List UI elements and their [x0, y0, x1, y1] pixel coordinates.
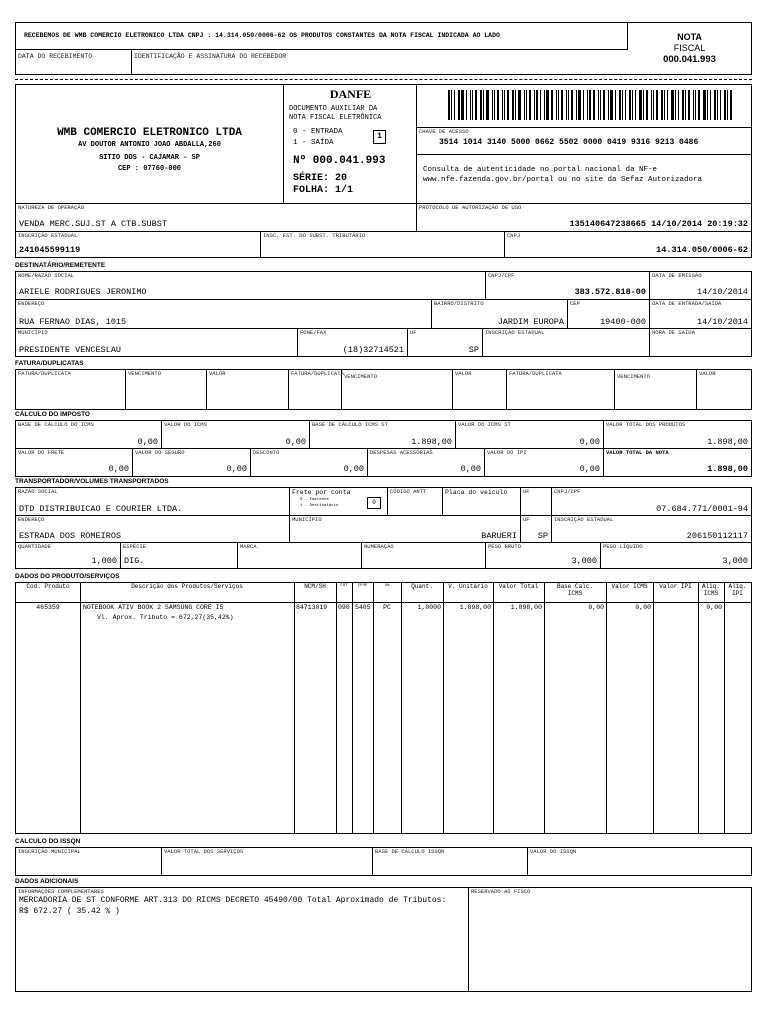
recipient-name-label: NOME/RAZÃO SOCIAL	[18, 272, 75, 279]
col-qty: Quant.	[411, 583, 433, 590]
carrier-cnpj-label: CNPJ/CPF	[554, 488, 581, 495]
icms-st-value: 0,00	[579, 437, 600, 447]
danfe-entrada: 0 - ENTRADA	[293, 128, 343, 136]
services-total-label: VALOR TOTAL DOS SERVIÇOS	[164, 848, 244, 855]
net-weight-label: PESO LÍQUIDO	[603, 543, 643, 550]
col-aliq-ipi: Aliq. IPI	[728, 583, 747, 597]
emission-date-label: DATA DE EMISSÃO	[652, 272, 702, 279]
billing-label-1: FATURA/DUPLICATA	[18, 370, 71, 377]
products-total: 1.898,00	[707, 437, 748, 447]
volume-qty: 1,000	[91, 556, 117, 566]
item-cst: 090	[338, 604, 350, 611]
billing-label-8: VENCIMENTO	[617, 373, 651, 380]
billing-label-7: FATURA/DUPLICATA	[509, 370, 562, 377]
issqn-box	[15, 847, 752, 876]
recipient-uf: SP	[468, 345, 479, 355]
issqn-section-title: CALCULO DO ISSQN	[15, 838, 81, 845]
freight-value-label: VALOR DO FRETE	[18, 449, 65, 456]
col-un: UN	[384, 584, 390, 588]
billing-label-4: FATURA/DUPLICATA	[291, 370, 344, 377]
recipient-uf-label: UF	[410, 329, 417, 336]
products-table	[15, 582, 752, 834]
exit-date-label: DATA DE ENTRADA/SAÍDA	[652, 300, 722, 307]
carrier-ie: 206150112117	[686, 531, 748, 541]
danfe-subtitle2: NOTA FISCAL ELETRÔNICA	[289, 114, 382, 122]
stub-nota-label: NOTA	[677, 32, 702, 42]
emitter-cep: CEP : 07760-000	[117, 165, 181, 173]
carrier-cnpj: 07.684.771/0001-94	[656, 504, 748, 514]
recipient-section-title: DESTINATÁRIO/REMETENTE	[15, 262, 106, 269]
phone-label: FONE/FAX	[300, 329, 327, 336]
item-description: NOTEBOOK ATIV BOOK 2 SAMSUNG CORE I5	[83, 604, 224, 611]
recipient-address-label: ENDEREÇO	[18, 300, 45, 307]
carrier-box	[15, 487, 752, 569]
iest-label: INSC. EST. DO SUBST. TRIBUTÁRIO	[263, 232, 366, 239]
col-code: Cod. Produto	[26, 583, 70, 590]
access-key: 3514 1014 3140 5000 0662 5502 0000 0419 9316 9213 0486	[439, 138, 699, 147]
complementary-info: MERCADORIA DE ST CONFORME ART.313 DO RICMS DECRETO 45490/00 Total Aproximado de Tributos: R$ 672.27 ( 35.42 % )	[19, 896, 447, 916]
billing-label-2: VENCIMENTO	[128, 370, 162, 377]
district: JARDIM EUROPA	[497, 317, 564, 327]
item-cfop: 5405	[355, 604, 371, 611]
tax-box	[15, 420, 752, 477]
discount-value: 0,00	[343, 464, 364, 474]
icms-st-value-label: VALOR DO ICMS ST	[458, 421, 511, 428]
freight-label: Frete por conta	[292, 489, 351, 496]
net-weight: 3,000	[722, 556, 748, 566]
carrier-address-label: ENDEREÇO	[18, 516, 45, 523]
col-cst: CST	[340, 584, 348, 588]
billing-label-5: VENCIMENTO	[344, 373, 378, 380]
item-tax-approx: Vl. Aprox. Tributo = 672,27(35,42%)	[97, 614, 234, 621]
danfe-saida: 1 - SAÍDA	[293, 139, 334, 147]
operation-row	[15, 204, 752, 232]
col-aliq-icms: Aliq. ICMS	[701, 583, 720, 597]
protocol-label: PROTOCOLO DE AUTORIZAÇÃO DE USO	[419, 204, 522, 211]
cnpj-value: 14.314.050/0006-62	[656, 245, 748, 255]
freight-value: 0,00	[108, 464, 129, 474]
emission-date: 14/10/2014	[696, 287, 748, 297]
ie-row	[15, 231, 752, 258]
issqn-base-label: BASE DE CÁLCULO ISSQN	[375, 848, 445, 855]
billing-box	[15, 369, 752, 410]
cnpj-label: CNPJ	[507, 232, 521, 239]
gross-weight-label: PESO BRUTO	[488, 543, 522, 550]
insurance-value: 0,00	[226, 464, 247, 474]
ie-value: 241045599119	[19, 245, 81, 255]
receipt-sign-label: IDENTIFICAÇÃO E ASSINATURA DO RECEBEDOR	[134, 53, 287, 60]
col-ipi: Valor IPI	[659, 583, 692, 590]
carrier-section-title: TRANSPORTADOR/VOLUMES TRANSPORTADOS	[15, 478, 169, 485]
danfe-title: DANFE	[329, 87, 372, 101]
plate-label: Placa do veículo	[445, 489, 508, 496]
note-total: 1.898,00	[707, 464, 748, 474]
carrier-address: ESTRADA DOS ROMEIROS	[19, 531, 122, 541]
access-key-label: CHAVE DE ACESSO	[419, 128, 469, 135]
tax-section-title: CÁLCULO DO IMPOSTO	[15, 411, 90, 418]
danfe-folha: FOLHA: 1/1	[293, 185, 354, 196]
consult-text: Consulta de autenticidade no portal nacional da NF-e www.nfe.fazenda.gov.br/portal ou no site da Sefaz Autorizadora	[423, 166, 703, 184]
col-base: Base Calc. ICMS	[556, 583, 593, 597]
expenses-label: DESPESAS ACESSÓRIAS	[370, 449, 433, 456]
item-code: 465359	[36, 604, 60, 611]
emitter-city: SITIO DOS - CAJAMAR - SP	[99, 154, 200, 162]
freight-value-box: 0	[367, 497, 381, 509]
billing-label-6: VALOR	[455, 370, 472, 377]
gross-weight: 3,000	[571, 556, 597, 566]
danfe-type-box: 1	[373, 130, 386, 144]
stub-fiscal-label: FISCAL	[673, 43, 706, 53]
district-label: BAIRRO/DISTRITO	[434, 300, 484, 307]
col-unit: V. Unitário	[448, 583, 488, 590]
recipient-cep-label: CEP	[570, 300, 580, 307]
emitter-name: WMB COMERCIO ELETRONICO LTDA	[57, 127, 242, 139]
recipient-box	[15, 271, 752, 357]
carrier-uf-label: UF	[523, 516, 530, 523]
protocol-value: 135140647238665 14/10/2014 20:19:32	[569, 219, 748, 229]
icms-base-label: BASE DE CÁLCULO DO ICMS	[18, 421, 94, 428]
carrier-city: BARUERI	[481, 531, 517, 541]
freight-option-0: 0 - Emitente	[300, 498, 329, 502]
recipient-doc: 383.572.818-00	[574, 287, 646, 297]
recipient-city: PRESIDENTE VENCESLAU	[19, 345, 122, 355]
recipient-doc-label: CNPJ/CPF	[488, 272, 515, 279]
item-ncm: 84713019	[296, 604, 328, 611]
icms-value-label: VALOR DO ICMS	[164, 421, 207, 428]
item-base-icms: 0,00	[588, 604, 604, 611]
carrier-city-label: MUNICÍPIO	[292, 516, 322, 523]
barcode-image	[448, 90, 738, 120]
col-cfop: CFOP	[357, 584, 368, 588]
antt-label: CÓDIGO ANTT	[390, 488, 427, 495]
ipi-value-label: VALOR DO IPI	[487, 449, 527, 456]
carrier-ie-label: INSCRIÇÃO ESTADUAL	[554, 516, 614, 523]
recipient-name: ARIELE RODRIGUES JERONIMO	[19, 287, 147, 297]
products-section-title: DADOS DO PRODUTO/SERVIÇOS	[15, 573, 120, 580]
ie-label: INSCRIÇÃO ESTADUAL	[18, 232, 78, 239]
item-unit-value: 1.898,00	[459, 604, 491, 611]
danfe-header	[15, 84, 752, 204]
carrier-uf: SP	[537, 531, 548, 541]
exit-date: 14/10/2014	[696, 317, 748, 327]
icms-value: 0,00	[285, 437, 306, 447]
issqn-value-label: VALOR DO ISSQN	[530, 848, 577, 855]
stub-nota-number: 000.041.993	[663, 54, 716, 65]
col-ncm: NCM/SH	[304, 583, 326, 590]
plate-uf-label: UF	[523, 488, 530, 495]
billing-section-title: FATURA/DUPLICATAS	[15, 360, 84, 367]
table-row	[16, 604, 751, 626]
recipient-address: RUA FERNAO DIAS, 1015	[19, 317, 127, 327]
brand-label: MARCA	[240, 543, 257, 550]
item-icms: 0,00	[635, 604, 651, 611]
item-qty: 1,0000	[417, 604, 441, 611]
volume-qty-label: QUANTIDADE	[18, 543, 52, 550]
recipient-city-label: MUNICÍPIO	[18, 329, 48, 336]
municipal-reg-label: INSCRIÇÃO MUNICIPAL	[18, 848, 81, 855]
billing-label-3: VALOR	[209, 370, 226, 377]
additional-section-title: DADOS ADICIONAIS	[15, 878, 79, 885]
danfe-serie: SÉRIE: 20	[293, 173, 348, 184]
danfe-subtitle1: DOCUMENTO AUXILIAR DA	[289, 105, 378, 113]
item-un: PC	[383, 604, 391, 611]
numbering-label: NUMERAÇÃO	[364, 543, 394, 550]
fisco-label: RESERVADO AO FISCO	[471, 888, 531, 895]
exit-time-label: HORA DE SAÍDA	[652, 329, 695, 336]
expenses-value: 0,00	[460, 464, 481, 474]
col-total: Valor Total	[498, 583, 539, 590]
col-description: Descrição dos Produtos/Serviços	[131, 583, 243, 590]
insurance-label: VALOR DO SEGURO	[135, 449, 185, 456]
billing-label-9: VALOR	[699, 370, 716, 377]
icms-st-base-label: BASE DE CÁLCULO ICMS ST	[312, 421, 388, 428]
nature-label: NATUREZA DE OPERAÇÃO	[18, 204, 85, 211]
receipt-stub	[15, 22, 752, 75]
emitter-address: AV DOUTOR ANTONIO JOAO ABDALLA,260	[78, 141, 221, 149]
icms-st-base: 1.898,00	[411, 437, 452, 447]
item-aliq-icms: 0,00	[706, 604, 722, 611]
receipt-header: RECEBEMOS DE WMB COMERCIO ELETRONICO LTDA CNPJ : 14.314.050/0006-62 OS PRODUTOS CONSTANTES DA NOTA FISCAL INDICADA AO LADO	[24, 32, 500, 39]
receipt-date-label: DATA DO RECEBIMENTO	[18, 53, 93, 60]
carrier-name: DTD DISTRIBUICAO E COURIER LTDA.	[19, 504, 183, 514]
carrier-name-label: RAZÃO SOCIAL	[18, 488, 58, 495]
item-total: 1.898,00	[510, 604, 542, 611]
complementary-info-label: INFORMAÇÕES COMPLEMENTARES	[18, 888, 104, 895]
danfe-number: Nº 000.041.993	[293, 155, 386, 167]
recipient-cep: 19400-000	[600, 317, 646, 327]
cut-line	[15, 79, 752, 80]
icms-base: 0,00	[137, 437, 158, 447]
additional-box	[15, 887, 752, 992]
col-icms: Valor ICMS	[611, 583, 648, 590]
products-total-label: VALOR TOTAL DOS PRODUTOS	[606, 421, 686, 428]
nature-value: VENDA MERC.SUJ.ST A CTB.SUBST	[19, 219, 167, 229]
discount-label: DESCONTO	[253, 449, 280, 456]
ipi-value: 0,00	[579, 464, 600, 474]
recipient-ie-label: INSCRIÇÃO ESTADUAL	[485, 329, 545, 336]
note-total-label: VALOR TOTAL DA NOTA	[606, 449, 669, 456]
species-label: ESPÉCIE	[123, 543, 147, 550]
recipient-phone: (18)32714521	[342, 345, 404, 355]
freight-option-1: 1 - Destinatário	[300, 504, 339, 508]
species: DIG.	[124, 556, 145, 566]
